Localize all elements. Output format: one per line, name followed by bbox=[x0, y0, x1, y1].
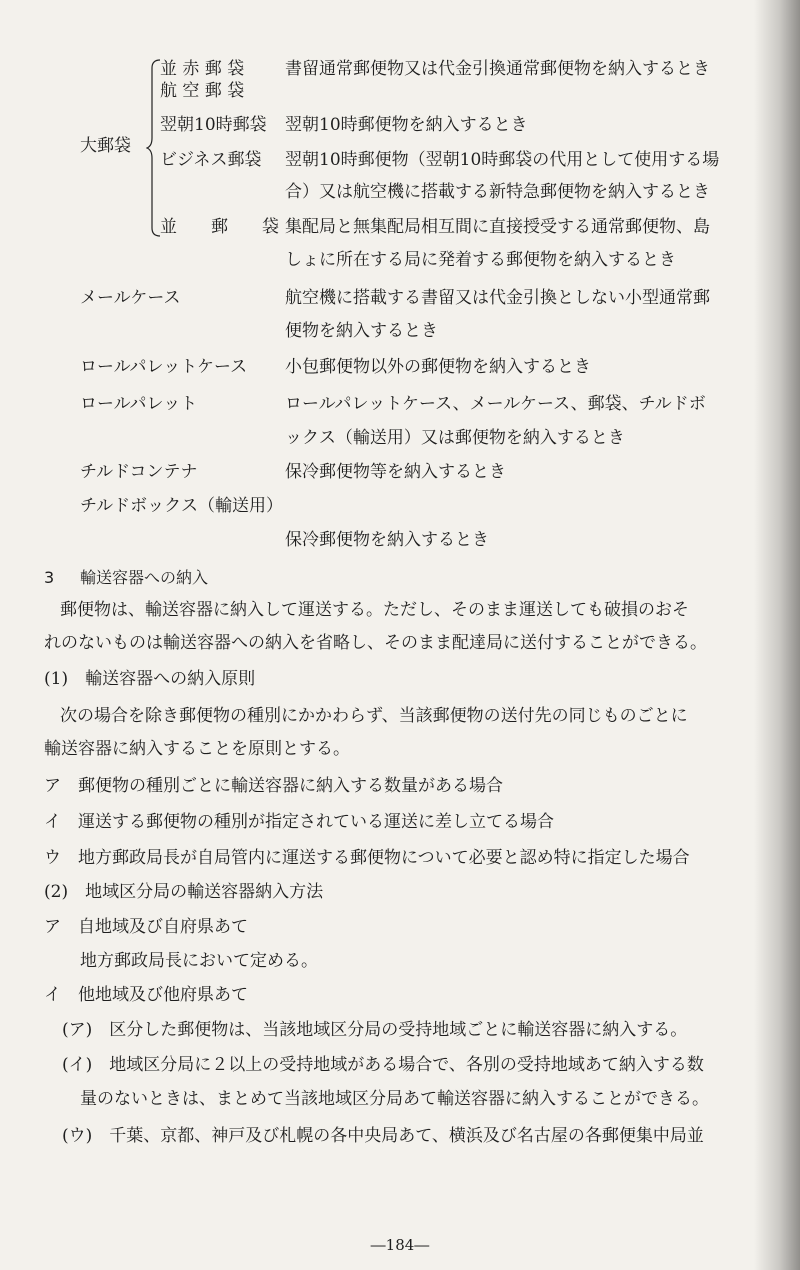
section-number: 3 bbox=[44, 568, 55, 587]
other-name-chilled-container: チルドコンテナ bbox=[80, 462, 198, 482]
bag-desc-nami: 集配局と無集配局相互間に直接授受する通常郵便物、島 bbox=[285, 217, 710, 237]
bag-name-nami: 並 郵 袋 bbox=[160, 217, 279, 237]
bag-desc-business: 翌朝10時郵便物（翌朝10時郵袋の代用として使用する場 bbox=[285, 150, 720, 170]
sublist-item-i-cont: 量のないときは、まとめて当該地域区分局あて輸送容器に納入することができる。 bbox=[80, 1089, 709, 1109]
other-desc-rpcase: 小包郵便物以外の郵便物を納入するとき bbox=[285, 357, 591, 377]
other-desc-rp: ロールパレットケース、メールケース、郵袋、チルドボ bbox=[285, 394, 706, 414]
list-item-a: ア 郵便物の種別ごとに輸送容器に納入する数量がある場合 bbox=[44, 776, 503, 796]
paragraph-line: 郵便物は、輸送容器に納入して運送する。ただし、そのまま運送しても破損のおそ bbox=[60, 600, 689, 620]
sublist-item-a: (ア) 区分した郵便物は、当該地域区分局の受持地域ごとに輸送容器に納入する。 bbox=[62, 1020, 688, 1040]
subheading-2: (2) 地域区分局の輸送容器納入方法 bbox=[44, 882, 324, 902]
other-name-rp: ロールパレット bbox=[80, 394, 198, 414]
bag-desc-namiaka: 書留通常郵便物又は代金引換通常郵便物を納入するとき bbox=[285, 59, 710, 79]
other-desc-chilled-box: 保冷郵便物を納入するとき bbox=[285, 530, 489, 550]
subheading-1: (1) 輸送容器への納入原則 bbox=[44, 669, 256, 689]
sublist-item-i: (イ) 地域区分局に２以上の受持地域がある場合で、各別の受持地域あて納入する数 bbox=[62, 1055, 704, 1075]
paragraph-line: 輸送容器に納入することを原則とする。 bbox=[44, 739, 350, 759]
list-item-a2: ア 自地域及び自府県あて bbox=[44, 917, 248, 937]
bag-desc-nami-cont: しょに所在する局に発着する郵便物を納入するとき bbox=[285, 250, 676, 270]
other-name-rpcase: ロールパレットケース bbox=[80, 357, 248, 377]
bag-desc-business-cont: 合）又は航空機に搭載する新特急郵便物を納入するとき bbox=[285, 182, 710, 202]
bag-desc-yokucho: 翌朝10時郵便物を納入するとき bbox=[285, 115, 528, 135]
bag-name-business: ビジネス郵袋 bbox=[160, 150, 262, 170]
bag-name-koku: 航 空 郵 袋 bbox=[160, 81, 245, 101]
list-item-i2: イ 他地域及び他府県あて bbox=[44, 985, 248, 1005]
section-heading: 輸送容器への納入 bbox=[80, 568, 209, 587]
other-desc-chilled-container: 保冷郵便物等を納入するとき bbox=[285, 462, 506, 482]
sublist-item-u: (ウ) 千葉、京都、神戸及び札幌の各中央局あて、横浜及び名古屋の各郵便集中局並 bbox=[62, 1126, 704, 1146]
bag-name-yokucho: 翌朝10時郵袋 bbox=[160, 115, 267, 135]
paragraph-line: 次の場合を除き郵便物の種別にかかわらず、当該郵便物の送付先の同じものごとに bbox=[60, 706, 688, 726]
page-edge-shadow bbox=[754, 0, 800, 1270]
page-number: ―184― bbox=[370, 1236, 430, 1254]
paragraph-line: れのないものは輸送容器への納入を省略し、そのまま配達局に送付することができる。 bbox=[44, 633, 707, 653]
list-item-i: イ 運送する郵便物の種別が指定されている運送に差し立てる場合 bbox=[44, 812, 554, 832]
other-desc-mailcase-cont: 便物を納入するとき bbox=[285, 321, 438, 341]
paragraph-line: 地方郵政局長において定める。 bbox=[80, 951, 318, 971]
bag-name-namiaka: 並 赤 郵 袋 bbox=[160, 59, 245, 79]
other-desc-mailcase: 航空機に搭載する書留又は代金引換としない小型通常郵 bbox=[285, 288, 710, 308]
other-name-mailcase: メールケース bbox=[80, 288, 181, 308]
other-desc-rp-cont: ックス（輸送用）又は郵便物を納入するとき bbox=[285, 428, 625, 448]
other-name-chilled-box: チルドボックス（輸送用） bbox=[80, 496, 283, 516]
list-item-u: ウ 地方郵政局長が自局管内に運送する郵便物について必要と認め特に指定した場合 bbox=[44, 848, 690, 868]
bag-group-label: 大郵袋 bbox=[80, 136, 131, 156]
